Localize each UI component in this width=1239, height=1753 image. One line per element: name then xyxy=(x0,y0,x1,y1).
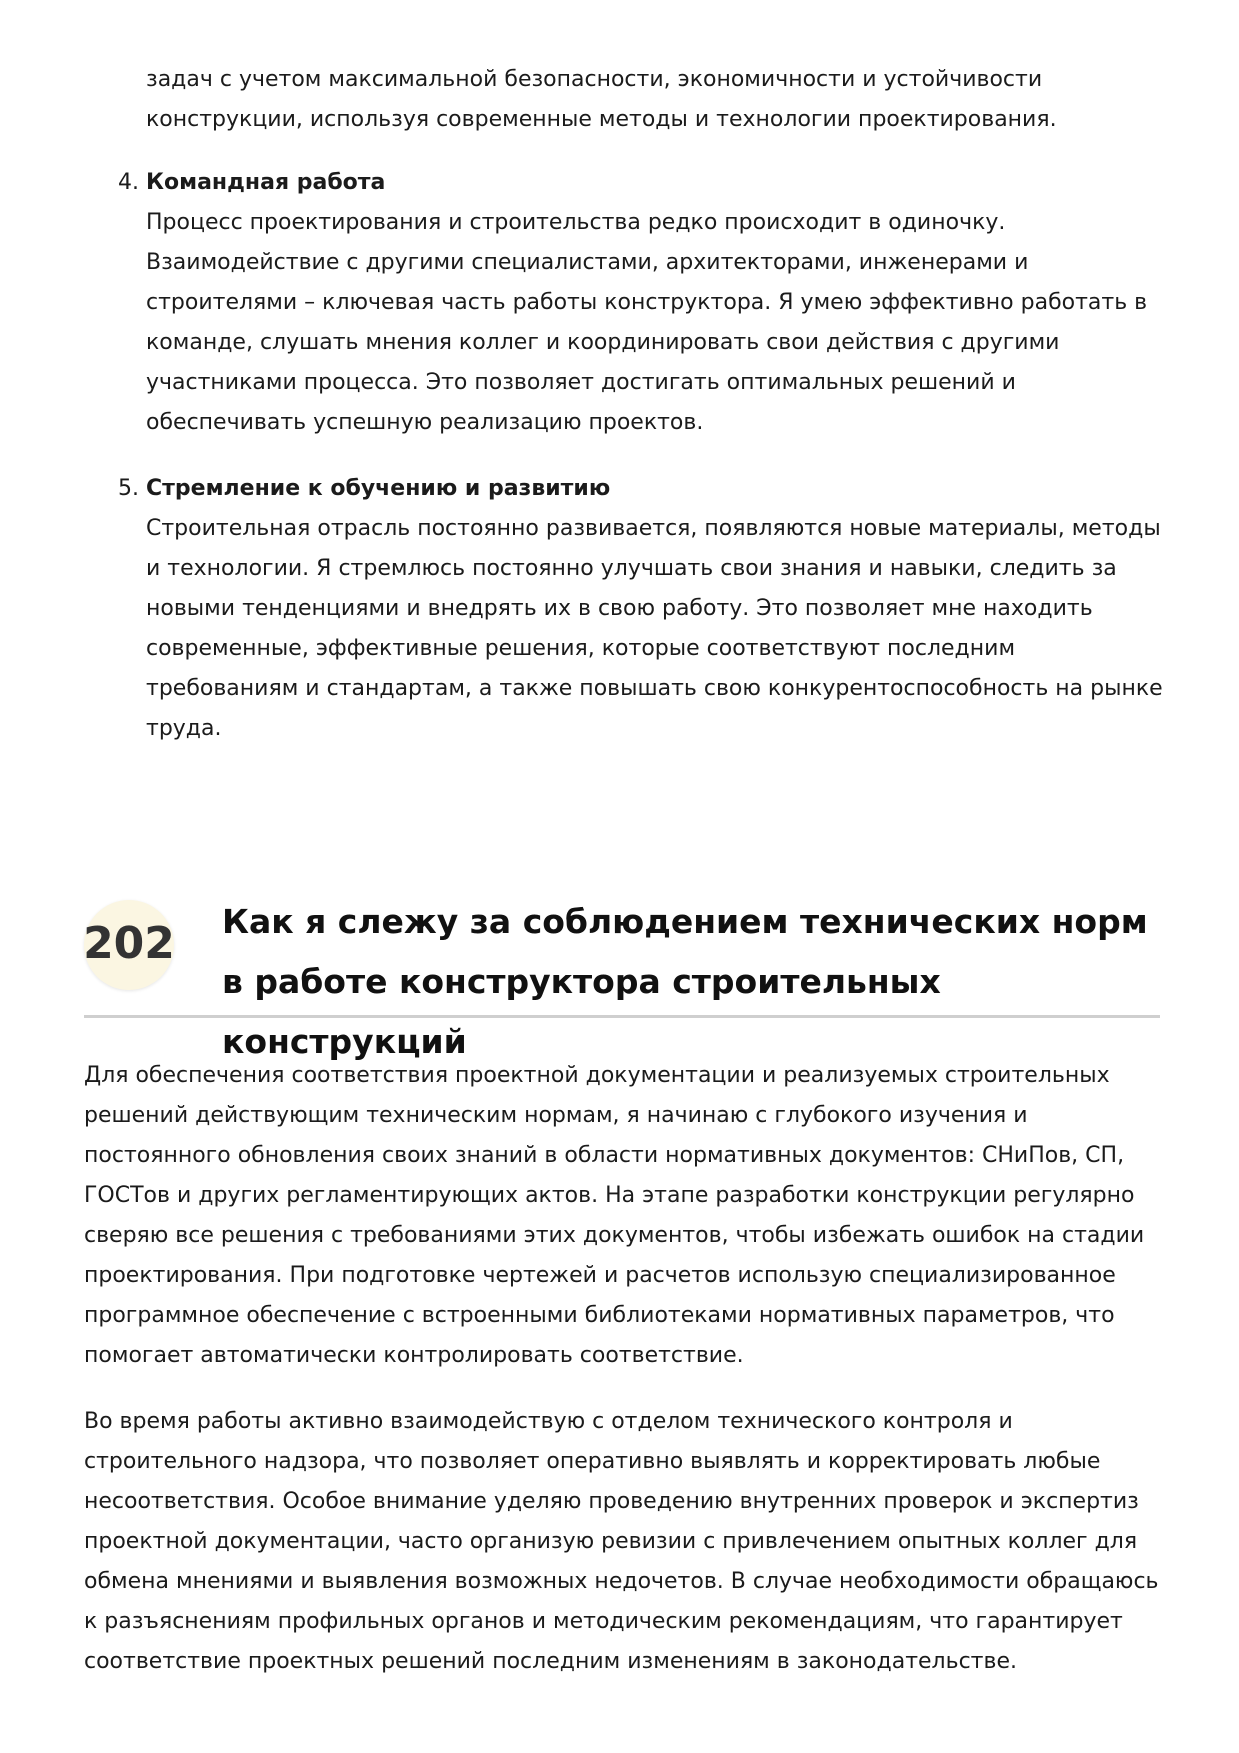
list-item-title: Стремление к обучению и развитию xyxy=(146,476,611,501)
section-header xyxy=(83,892,1162,1061)
continued-paragraph: задач с учетом максимальной безопасности, экономичности и устойчивости конструкции, используя современные методы и технологии проектирования. xyxy=(146,67,1057,132)
list-item-text: Строительная отрасль постоянно развивается, появляются новые материалы, методы и технологии. Я стремлюсь постоянно улучшать свои знания и навыки, следить за новыми тенденциями и внедрять их в свою работу. Это позволяет мне находить современные, эффективные решения, которые соответствуют последним требованиям и стандартам, а также повышать свою конкурентоспособность на рынке труда. xyxy=(146,516,1163,741)
list-item xyxy=(118,163,1168,443)
section-number: 202 xyxy=(83,918,175,969)
list-item-text: Процесс проектирования и строительства редко происходит в одиночку. Взаимодействие с другими специалистами, архитекторами, инженерами и строителями – ключевая часть работы конструктора. Я умею эффективно работать в команде, слушать мнения коллег и координировать свои действия с другими участниками процесса. Это позволяет достигать оптимальных решений и обеспечивать успешную реализацию проектов. xyxy=(146,210,1148,435)
section-title: Как я слежу за соблюдением технических норм в работе конструктора строительных конструкций xyxy=(222,902,1148,1061)
list-item-title: Командная работа xyxy=(146,170,386,195)
list-item-number: 5. xyxy=(118,476,139,501)
list-item xyxy=(118,469,1168,749)
list-item-number: 4. xyxy=(118,170,139,195)
body-paragraph: Во время работы активно взаимодействую с отделом технического контроля и строительного надзора, что позволяет оперативно выявлять и корректировать любые несоответствия. Особое внимание уделяю проведению внутренних проверок и экспертиз проектной документации, часто организую ревизии с привлечением опытных коллег для обмена мнениями и выявления возможных недочетов. В случае необходимости обращаюсь к разъяснениям профильных органов и методическим рекомендациям, что гарантирует соответствие проектных решений последним изменениям в законодательстве. xyxy=(84,1409,1159,1674)
section-divider xyxy=(84,1015,1160,1018)
body-paragraph: Для обеспечения соответствия проектной документации и реализуемых строительных решений действующим техническим нормам, я начинаю с глубокого изучения и постоянного обновления своих знаний в области нормативных документов: СНиПов, СП, ГОСТов и других регламентирующих актов. На этапе разработки конструкции регулярно сверяю все решения с требованиями этих документов, чтобы избежать ошибок на стадии проектирования. При подготовке чертежей и расчетов использую специализированное программное обеспечение с встроенными библиотеками нормативных параметров, что помогает автоматически контролировать соответствие. xyxy=(84,1063,1145,1368)
